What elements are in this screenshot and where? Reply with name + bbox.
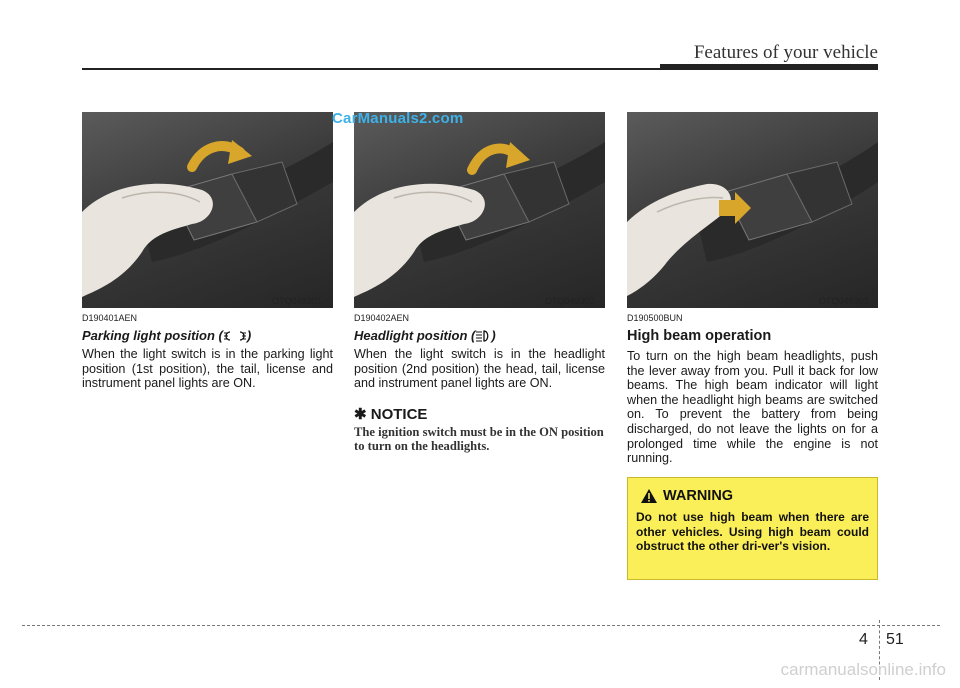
section-body: When the light switch is in the headlight position (2nd position) the head, tail, license and instrument panel lights are ON. [354, 347, 605, 391]
figure-high-beam [627, 112, 878, 308]
warning-body: Do not use high beam when there are other vehicles. Using high beam could obstruct the other dri-ver's vision. [636, 510, 869, 553]
cross-star-icon: ✱ [354, 405, 367, 423]
warning-triangle-icon [640, 488, 658, 504]
page-number: 51 [886, 631, 904, 648]
figure-code: OTQ049303 [819, 296, 869, 306]
section-heading [82, 328, 333, 343]
footer-rule [22, 625, 940, 626]
section-body: When the light switch is in the parking light position (1st position), the tail, license and instrument panel lights are ON. [82, 347, 333, 391]
watermark-top: CarManuals2.com [332, 110, 464, 127]
hand-pushing-lever-photo [627, 112, 878, 308]
warning-title: WARNING [663, 488, 734, 504]
section-heading: High beam operation [627, 328, 772, 344]
warning-box [627, 477, 878, 580]
hand-rotating-light-switch-photo [82, 112, 333, 308]
hand-rotating-light-switch-photo [354, 112, 605, 308]
page-section-number: 4 [859, 631, 868, 648]
header-rule [82, 68, 878, 70]
watermark-bottom: carmanualsonline.info [780, 660, 946, 679]
heading-text: ) [491, 328, 496, 343]
section-headlight [354, 313, 605, 454]
section-code: D190402AEN [354, 313, 410, 323]
heading-text: Headlight position ( [354, 328, 476, 343]
section-body: To turn on the high beam headlights, push the lever away from you. Pull it back for low beams. The high beam indicator will light when the headlight high beams are switched on. To prevent the battery from being discharged, do not leave the lights on for a prolonged time while the engine is not running. [627, 349, 878, 466]
figure-code: OTQ049301 [272, 296, 322, 306]
section-high-beam [627, 313, 878, 466]
notice-title [354, 405, 605, 423]
figure-code: OTQ049302 [545, 296, 595, 306]
figure-headlight [354, 112, 605, 308]
section-heading [354, 328, 605, 343]
figure-parking-light [82, 112, 333, 308]
section-code: D190401AEN [82, 313, 138, 323]
section-code: D190500BUN [627, 313, 683, 323]
notice-title-text: NOTICE [370, 405, 428, 423]
headlight-icon [476, 330, 490, 342]
header-title: Features of your vehicle [693, 42, 878, 63]
section-parking-light [82, 313, 333, 391]
heading-text: ) [246, 328, 252, 343]
heading-text: Parking light position ( [82, 328, 223, 343]
notice-body: The ignition switch must be in the ON position to turn on the headlights. [354, 424, 604, 454]
parking-light-icon [224, 330, 246, 342]
